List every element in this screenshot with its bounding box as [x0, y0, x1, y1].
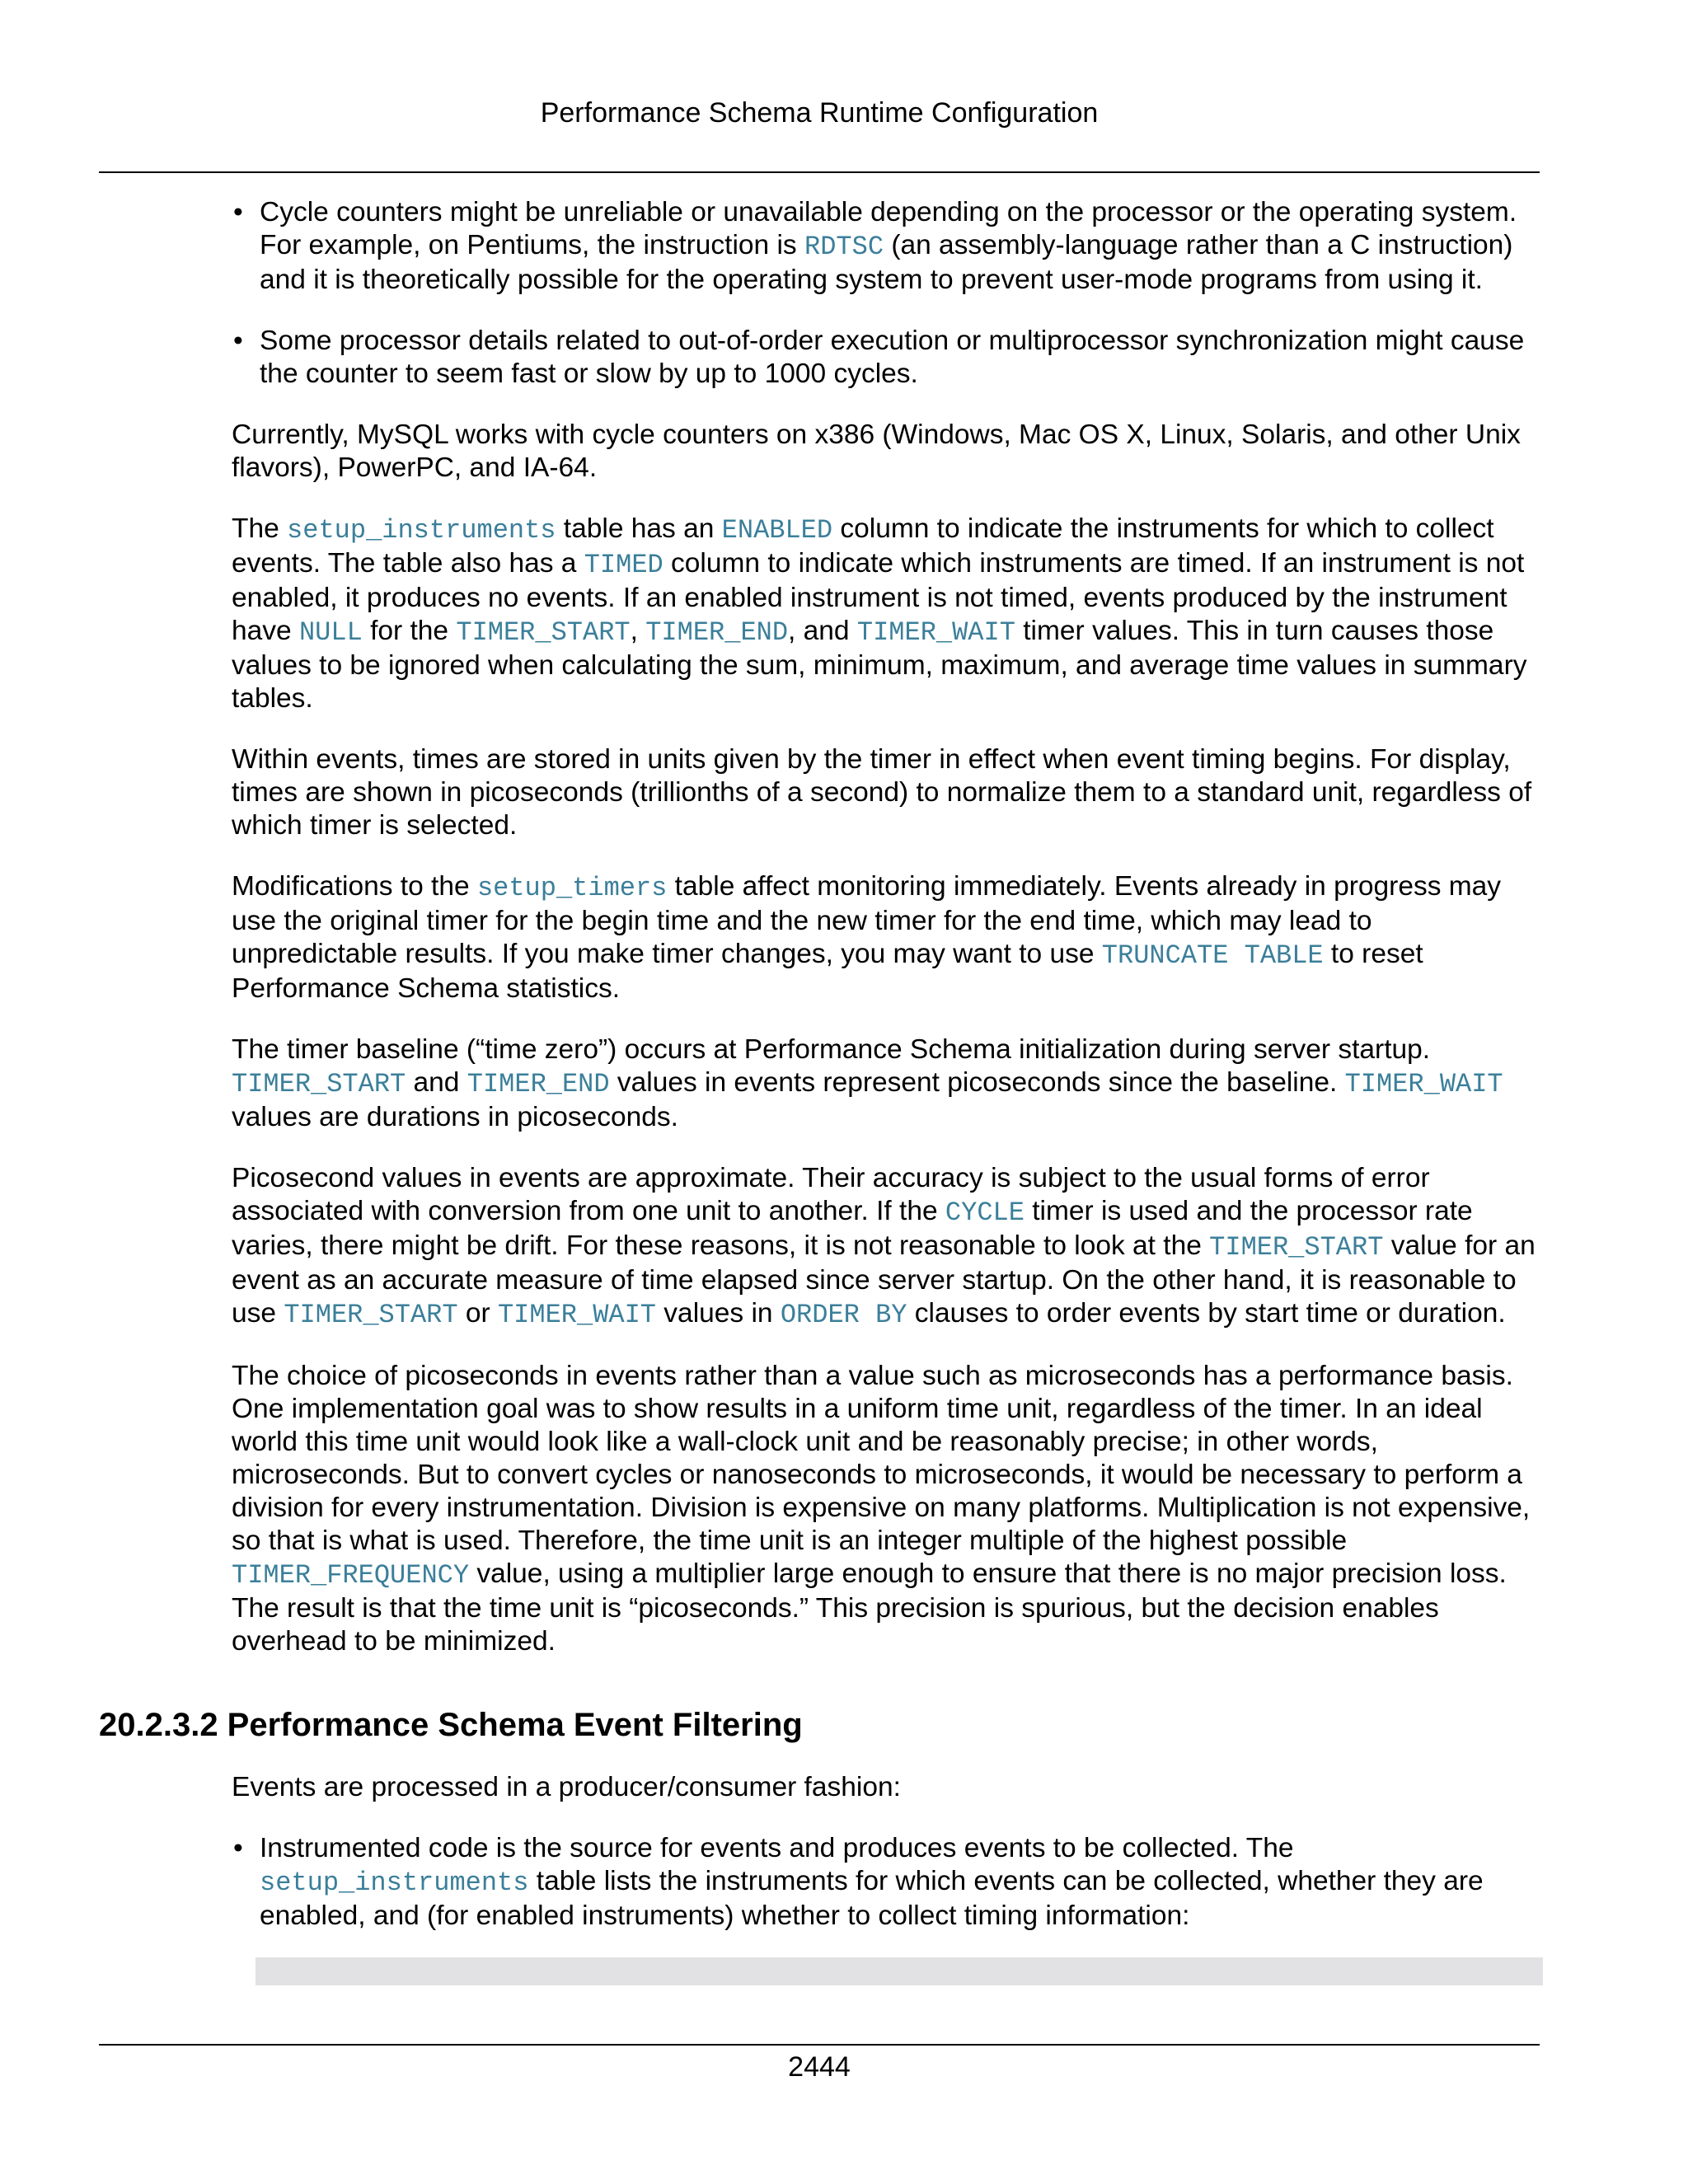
list-item: • Some processor details related to out-of-order execution or multiprocessor synchronization might cause the counter to seem fast or slow by up to 1000 cycles.	[232, 325, 1542, 391]
code-link[interactable]: TIMER_START	[1209, 1232, 1384, 1263]
bullet-list-producers	[232, 1832, 1542, 1933]
code-link[interactable]: TIMED	[584, 550, 663, 580]
code-link[interactable]: TIMER_END	[645, 617, 789, 648]
code-link[interactable]: TIMER_WAIT	[497, 1300, 656, 1330]
running-header: Performance Schema Runtime Configuration	[540, 97, 1099, 129]
code-link[interactable]: RDTSC	[804, 232, 884, 262]
page-number: 2444	[788, 2051, 851, 2083]
paragraph-time-units: Within events, times are stored in units given by the timer in effect when event timing begins. For display, times are shown in picoseconds (trillionths of a second) to normalize them to a standard unit, regardless of which timer is selected.	[232, 744, 1532, 841]
code-link[interactable]: setup_instruments	[287, 515, 556, 546]
list-item: • Instrumented code is the source for events and produces events to be collected. The setup_instruments table lists the instruments for which events can be collected, whether they are enabled, and (for enabled instruments) whether to collect timing information:	[232, 1832, 1542, 1933]
header-rule	[99, 171, 1540, 173]
code-link[interactable]: TIMER_START	[284, 1300, 458, 1330]
paragraph-picosecond-choice: The choice of picoseconds in events rather than a value such as microseconds has a performance basis. One implementation goal was to show results in a uniform time unit, regardless of the timer. In an ideal world this time unit would look like a wall-clock unit and be reasonably precise; in other words, microseconds. But to convert cycles or nanoseconds to microseconds, it would be necessary to perform a division for every instrumentation. Division is expensive on many platforms. Multiplication is not expensive, so that is what is used. Therefore, the time unit is an integer multiple of the highest possible TIMER_FREQUENCY value, using a multiplier large enough to ensure that there is no major precision loss. The result is that the time unit is “picoseconds.” This precision is spurious, but the decision enables overhead to be minimized.	[232, 1361, 1531, 1657]
code-link[interactable]: ORDER BY	[780, 1300, 907, 1330]
paragraph-baseline: The timer baseline (“time zero”) occurs at Performance Schema initialization during server startup. TIMER_START and TIMER_END values in events represent picoseconds since the baseline. TIMER_WAIT values are durations in picoseconds.	[232, 1034, 1503, 1132]
code-link[interactable]: TIMER_END	[467, 1069, 610, 1099]
code-link[interactable]: NULL	[298, 617, 363, 648]
code-link[interactable]: TIMER_START	[232, 1069, 406, 1099]
code-link[interactable]: CYCLE	[945, 1197, 1025, 1228]
code-link[interactable]: TRUNCATE TABLE	[1101, 940, 1324, 971]
paragraph-approximate: Picosecond values in events are approximate. Their accuracy is subject to the usual forms of error associated with conversion from one unit to another. If the CYCLE timer is used and the processor rate varies, there might be drift. For these reasons, it is not reasonable to look at the TIMER_START value for an event as an accurate measure of time elapsed since server startup. On the other hand, it is reasonable to use TIMER_START or TIMER_WAIT values in ORDER BY clauses to order events by start time or duration.	[232, 1163, 1536, 1330]
section-heading: 20.2.3.2 Performance Schema Event Filtering	[99, 1707, 803, 1743]
paragraph-cycle-platforms: Currently, MySQL works with cycle counters on x386 (Windows, Mac OS X, Linux, Solaris, and other Unix flavors), PowerPC, and IA-64.	[232, 419, 1521, 483]
code-link[interactable]: TIMER_WAIT	[1344, 1069, 1503, 1099]
code-link[interactable]: setup_instruments	[260, 1868, 529, 1898]
section-body	[232, 1771, 1542, 1961]
paragraph-modifications: Modifications to the setup_timers table affect monitoring immediately. Events already in progress may use the original timer for the begin time and the new timer for the end time, which may lead to unpredictable results. If you make timer changes, you may want to use TRUNCATE TABLE to reset Performance Schema statistics.	[232, 871, 1502, 1004]
code-link[interactable]: setup_timers	[476, 873, 668, 903]
code-link[interactable]: TIMER_WAIT	[856, 617, 1015, 648]
body-text	[232, 196, 1542, 1686]
bullet-list-cycle-counters	[232, 196, 1542, 391]
footer-rule	[99, 2044, 1540, 2046]
list-item: • Cycle counters might be unreliable or unavailable depending on the processor or the operating system. For example, on Pentiums, the instruction is RDTSC (an assembly-language rather than a C instruction) and it is theoretically possible for the operating system to prevent user-mode programs from using it.	[232, 196, 1542, 297]
paragraph-enabled-timed: The setup_instruments table has an ENABLED column to indicate the instruments for which to collect events. The table also has a TIMED column to indicate which instruments are timed. If an instrument is not enabled, it produces no events. If an enabled instrument is not timed, events produced by the instrument have NULL for the TIMER_START, TIMER_END, and TIMER_WAIT timer values. This in turn causes those values to be ignored when calculating the sum, minimum, maximum, and average time values in summary tables.	[232, 513, 1527, 714]
section-intro: Events are processed in a producer/consumer fashion:	[232, 1772, 901, 1802]
code-example-block	[256, 1957, 1543, 1985]
code-link[interactable]: ENABLED	[721, 515, 833, 546]
code-link[interactable]: TIMER_FREQUENCY	[232, 1560, 470, 1591]
code-link[interactable]: TIMER_START	[456, 617, 631, 648]
